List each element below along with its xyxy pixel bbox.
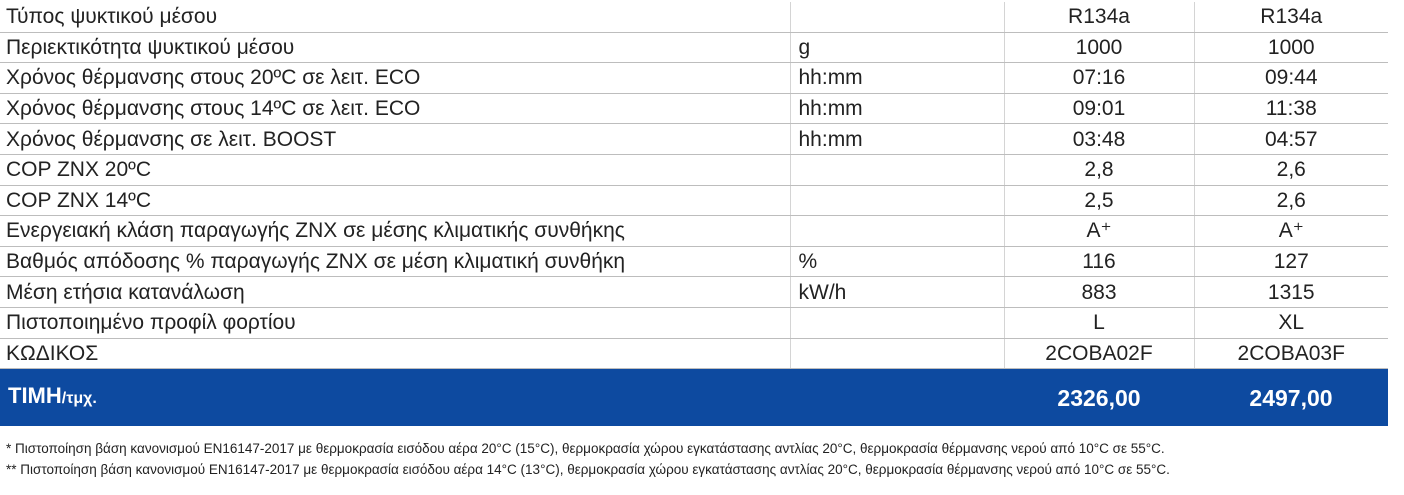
model-1-value: R134a [1004, 2, 1194, 32]
spec-table-body [0, 2, 1388, 426]
row-label: Χρόνος θέρμανσης στους 20ºC σε λειτ. ECO [0, 63, 790, 94]
model-2-value: 09:44 [1194, 63, 1388, 94]
row-unit [790, 154, 1004, 185]
row-unit: g [790, 32, 1004, 63]
row-unit: hh:mm [790, 63, 1004, 94]
spec-row-refrigerant-amount [0, 32, 1388, 63]
model-2-value: 2COBA03F [1194, 338, 1388, 369]
spec-row-cop-20c [0, 154, 1388, 185]
model-1-value: 07:16 [1004, 63, 1194, 94]
row-label: COP ZNX 14ºC [0, 185, 790, 216]
spec-row-heating-time-14c-eco [0, 93, 1388, 124]
row-unit [790, 216, 1004, 247]
model-2-value: A⁺ [1194, 216, 1388, 247]
row-label: Μέση ετήσια κατανάλωση [0, 277, 790, 308]
model-1-value: 2,8 [1004, 154, 1194, 185]
model-2-price: 2497,00 [1194, 369, 1388, 427]
model-2-value: 1000 [1194, 32, 1388, 63]
row-label: Χρόνος θέρμανσης σε λειτ. BOOST [0, 124, 790, 155]
spec-row-refrigerant-type [0, 2, 1388, 32]
footnotes [6, 438, 1404, 480]
spec-row-product-code [0, 338, 1388, 369]
spec-row-annual-consumption [0, 277, 1388, 308]
model-1-value: L [1004, 307, 1194, 338]
row-label: Βαθμός απόδοσης % παραγωγής ZNX σε μέση κλιματική συνθήκη [0, 246, 790, 277]
spec-row-heating-time-boost [0, 124, 1388, 155]
model-1-value: A⁺ [1004, 216, 1194, 247]
model-1-price: 2326,00 [1004, 369, 1194, 427]
footnote-1: * Πιστοποίηση βάση κανονισμού EN16147-2017 με θερμοκρασία εισόδου αέρα 20°C (15°C), θερμοκρασία χώρου εγκατάστασης αντλίας 20°C, θερμοκρασία θέρμανσης νερού από 10°C σε 55°C. [6, 441, 1165, 456]
spec-row-heating-time-20c-eco [0, 63, 1388, 94]
row-unit: hh:mm [790, 93, 1004, 124]
model-1-value: 883 [1004, 277, 1194, 308]
row-label: COP ZNX 20ºC [0, 154, 790, 185]
row-unit [790, 185, 1004, 216]
spec-row-cop-14c [0, 185, 1388, 216]
model-2-value: 127 [1194, 246, 1388, 277]
price-label-text: ΤΙΜΗ [8, 383, 62, 409]
price-label [0, 369, 790, 427]
row-label: Πιστοποιημένο προφίλ φορτίου [0, 307, 790, 338]
price-unit-text: /τμχ. [61, 390, 97, 408]
model-1-value: 09:01 [1004, 93, 1194, 124]
row-unit [790, 338, 1004, 369]
spec-row-efficiency [0, 246, 1388, 277]
model-1-value: 1000 [1004, 32, 1194, 63]
row-unit [790, 2, 1004, 32]
model-1-value: 2,5 [1004, 185, 1194, 216]
row-label: Ενεργειακή κλάση παραγωγής ZNX σε μέσης κλιματικής συνθήκης [0, 216, 790, 247]
row-unit: % [790, 246, 1004, 277]
row-label: ΚΩΔΙΚΟΣ [0, 338, 790, 369]
row-unit: kW/h [790, 277, 1004, 308]
model-2-value: 11:38 [1194, 93, 1388, 124]
price-row [0, 369, 1388, 427]
model-2-value: XL [1194, 307, 1388, 338]
model-2-value: 2,6 [1194, 154, 1388, 185]
model-1-value: 2COBA02F [1004, 338, 1194, 369]
row-label: Τύπος ψυκτικού μέσου [0, 2, 790, 32]
spec-table [0, 2, 1388, 426]
model-2-value: R134a [1194, 2, 1388, 32]
spec-row-energy-class [0, 216, 1388, 247]
footnote-2: ** Πιστοποίηση βάση κανονισμού EN16147-2017 με θερμοκρασία εισόδου αέρα 14°C (13°C), θερμοκρασία χώρου εγκατάστασης αντλίας 20°C, θερμοκρασία θέρμανσης νερού από 10°C σε 55°C. [6, 462, 1170, 477]
model-1-value: 116 [1004, 246, 1194, 277]
price-unit-cell [790, 369, 1004, 427]
model-1-value: 03:48 [1004, 124, 1194, 155]
spec-row-load-profile [0, 307, 1388, 338]
row-label: Περιεκτικότητα ψυκτικού μέσου [0, 32, 790, 63]
model-2-value: 2,6 [1194, 185, 1388, 216]
row-label: Χρόνος θέρμανσης στους 14ºC σε λειτ. ECO [0, 93, 790, 124]
row-unit [790, 307, 1004, 338]
row-unit: hh:mm [790, 124, 1004, 155]
model-2-value: 1315 [1194, 277, 1388, 308]
model-2-value: 04:57 [1194, 124, 1388, 155]
